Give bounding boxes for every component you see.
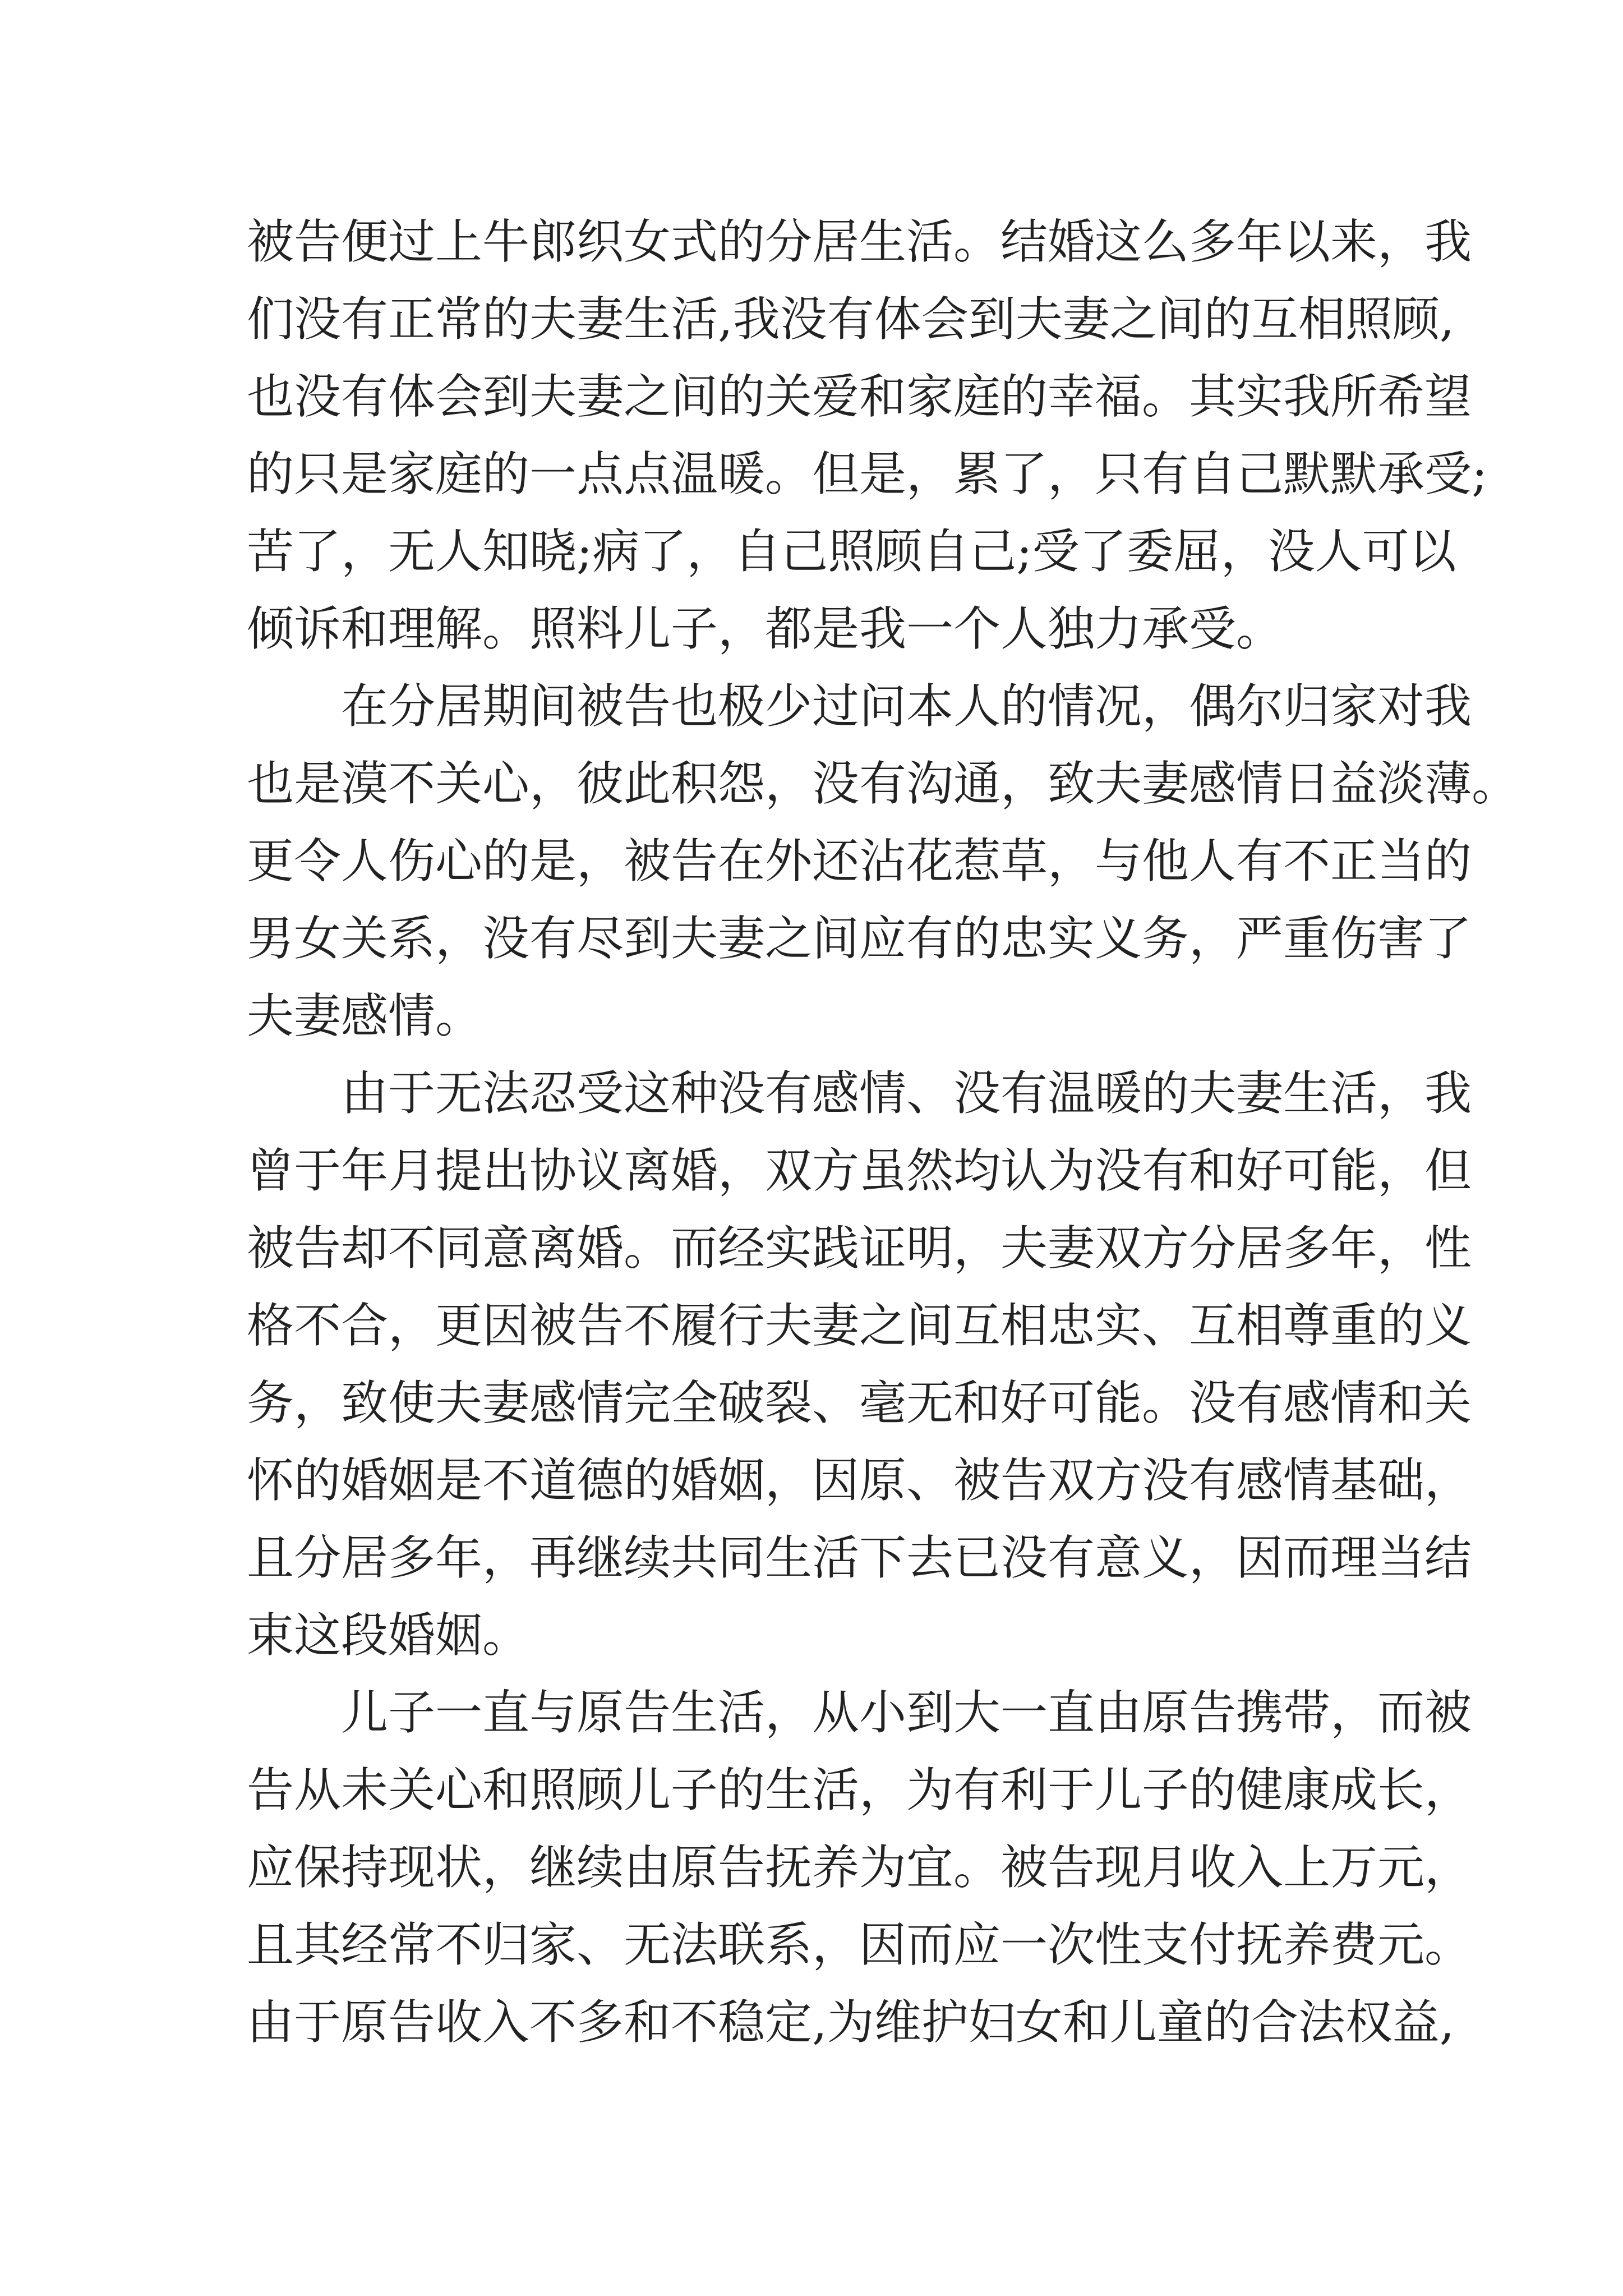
text-line: 且其经常不归家、无法联系，因而应一次性支付抚养费元。 [247, 1917, 1472, 1972]
text-line: 的只是家庭的一点点温暖。但是，累了，只有自己默默承受; [247, 447, 1488, 501]
text-line: 也是漠不关心，彼此积怨，没有沟通，致夫妻感情日益淡薄。 [247, 756, 1519, 811]
text-line: 告从未关心和照顾儿子的生活，为有利于儿子的健康成长， [247, 1763, 1472, 1818]
text-line: 夫妻感情。 [247, 988, 483, 1043]
text-line: 怀的婚姻是不道德的婚姻，因原、被告双方没有感情基础， [247, 1453, 1472, 1508]
paragraph-1 [247, 203, 1488, 668]
text-line: 在分居期间被告也极少过问本人的情况，偶尔归家对我 [341, 679, 1472, 734]
text-line: 更令人伤心的是，被告在外还沾花惹草，与他人有不正当的 [247, 834, 1472, 889]
text-line: 由于无法忍受这种没有感情、没有温暖的夫妻生活，我 [341, 1066, 1472, 1121]
text-line: 格不合，更因被告不履行夫妻之间互相忠实、互相尊重的义 [247, 1298, 1472, 1353]
text-line: 被告却不同意离婚。而经实践证明，夫妻双方分居多年，性 [247, 1221, 1472, 1276]
paragraph-3 [247, 1055, 1472, 1674]
paragraph-2 [247, 668, 1519, 1055]
text-line: 且分居多年，再继续共同生活下去已没有意义，因而理当结 [247, 1530, 1472, 1585]
text-line: 们没有正常的夫妻生活,我没有体会到夫妻之间的互相照顾, [247, 292, 1455, 347]
text-line: 曾于年月提出协议离婚，双方虽然均认为没有和好可能，但 [247, 1143, 1472, 1198]
text-line: 儿子一直与原告生活，从小到大一直由原告携带，而被 [341, 1685, 1472, 1740]
text-line: 束这段婚姻。 [247, 1608, 530, 1663]
text-line: 倾诉和理解。照料儿子，都是我一个人独力承受。 [247, 601, 1284, 656]
text-line: 苦了，无人知晓;病了，自己照顾自己;受了委屈，没人可以 [247, 524, 1456, 579]
text-line: 被告便过上牛郎织女式的分居生活。结婚这么多年以来，我 [247, 214, 1472, 269]
text-line: 由于原告收入不多和不稳定,为维护妇女和儿童的合法权益, [247, 1995, 1455, 2050]
text-line: 也没有体会到夫妻之间的关爱和家庭的幸福。其实我所希望 [247, 369, 1472, 424]
paragraph-4 [247, 1674, 1472, 2061]
document-body [247, 203, 1519, 2061]
text-line: 男女关系，没有尽到夫妻之间应有的忠实义务，严重伤害了 [247, 911, 1472, 966]
text-line: 务，致使夫妻感情完全破裂、毫无和好可能。没有感情和关 [247, 1375, 1472, 1430]
text-line: 应保持现状，继续由原告抚养为宜。被告现月收入上万元， [247, 1840, 1472, 1895]
